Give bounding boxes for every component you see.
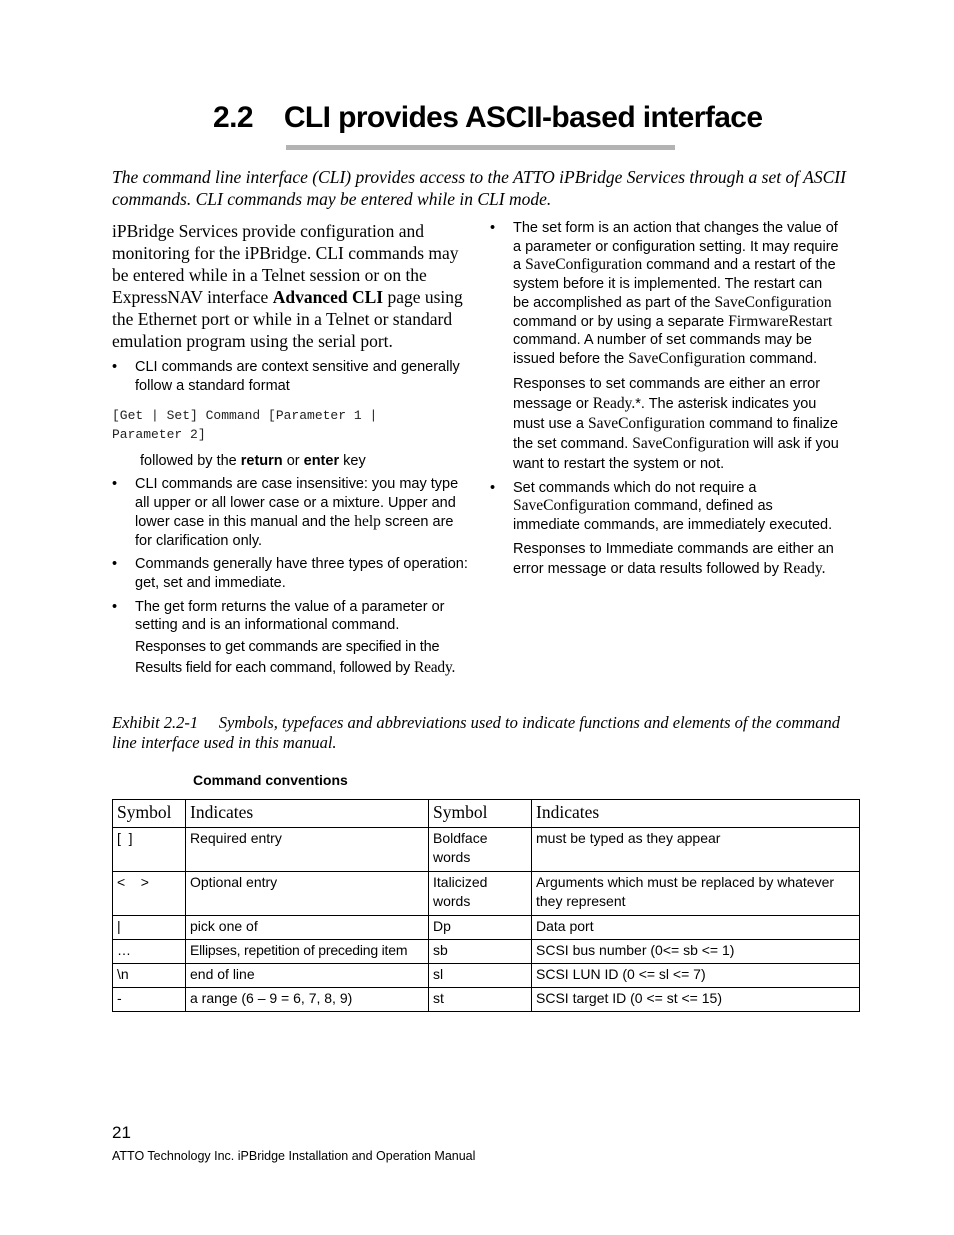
intro-paragraph: iPBridge Services provide configuration and monitoring for the iPBridge. CLI commands may be entered while in a Telnet session or on the ExpressNAV interface Advanced CLI page using the Ethernet port or while in a Telnet or standard emulation program using the serial port.	[112, 221, 463, 351]
table-title: Command conventions	[193, 772, 348, 788]
table-cell: sb	[429, 940, 532, 964]
table-cell: Boldface words	[429, 828, 532, 872]
table-cell: Optional entry	[186, 872, 429, 916]
table-cell: a range (6 – 9 = 6, 7, 8, 9)	[186, 988, 429, 1012]
table-row	[113, 964, 860, 988]
bullet-context-sensitive: • CLI commands are context sensitive and generally follow a standard format	[112, 359, 460, 394]
advanced-cli-term: Advanced CLI	[272, 287, 384, 307]
table-cell: must be typed as they appear	[532, 828, 860, 872]
table-cell: sl	[429, 964, 532, 988]
table-cell: Dp	[429, 916, 532, 940]
table-cell: [ ]	[113, 828, 186, 872]
table-cell: < >	[113, 872, 186, 916]
page-footer: ATTO Technology Inc. iPBridge Installation and Operation Manual	[112, 1149, 476, 1163]
command-format-code	[112, 406, 472, 444]
section-title: 2.2 CLI provides ASCII-based interface	[213, 101, 763, 134]
bullet-icon: •	[112, 359, 118, 375]
section-intro: The command line interface (CLI) provides access to the ATTO iPBridge Services through a set of ASCII commands. CLI commands may be entered while in CLI mode.	[112, 167, 846, 209]
table-cell: Ellipses, repetition of preceding item	[186, 940, 429, 964]
table-header-row	[113, 800, 860, 828]
table-row	[113, 916, 860, 940]
bullet-icon: •	[112, 598, 118, 615]
exhibit-caption: Exhibit 2.2-1 Symbols, typefaces and abbreviations used to indicate functions and elements of the command line interface used in this manual.	[112, 713, 845, 752]
page-number: 21	[112, 1123, 131, 1142]
header-symbol: Symbol	[429, 800, 532, 828]
title-underline	[286, 145, 675, 150]
bullet-case-insensitive: • CLI commands are case insensitive: you may type all upper or all lower case or a mixture. Upper and lower case in this manual and the help screen are for clarification only.	[112, 476, 459, 549]
table-cell: Arguments which must be replaced by whatever they represent	[532, 872, 860, 916]
bullet-icon: •	[112, 556, 118, 573]
right-column	[490, 219, 840, 580]
table-cell: …	[113, 940, 186, 964]
bullet-immediate-commands: • Set commands which do not require a SaveConfiguration command, defined as immediate commands, are immediately executed.	[490, 479, 833, 534]
table-cell: st	[429, 988, 532, 1012]
table-cell: |	[113, 916, 186, 940]
header-indicates: Indicates	[186, 800, 429, 828]
set-responses-note: Responses to set commands are either an error message or Ready.*. The asterisk indicates you must use a SaveConfiguration command to finalize the set command. SaveConfiguration will ask if you want to restart the system or not.	[513, 375, 839, 472]
bullet-icon: •	[112, 476, 118, 493]
table-row	[113, 940, 860, 964]
command-conventions-table	[112, 799, 860, 1012]
followed-by-note: followed by the return or enter key	[140, 453, 366, 470]
bullet-three-types: • Commands generally have three types of operation: get, set and immediate.	[112, 556, 468, 591]
table-cell: pick one of	[186, 916, 429, 940]
table-cell: Data port	[532, 916, 860, 940]
table-row	[113, 828, 860, 872]
left-column	[112, 220, 472, 678]
table-cell: SCSI bus number (0<= sb <= 1)	[532, 940, 860, 964]
table-row	[113, 988, 860, 1012]
header-indicates: Indicates	[532, 800, 860, 828]
bullet-icon: •	[490, 220, 496, 236]
table-cell: Required entry	[186, 828, 429, 872]
table-row	[113, 872, 860, 916]
get-responses-note: Responses to get commands are specified in the Results field for each command, followed by Ready.	[135, 639, 456, 676]
table-cell: SCSI LUN ID (0 <= sl <= 7)	[532, 964, 860, 988]
immediate-responses-note: Responses to Immediate commands are either an error message or data results followed by Ready.	[513, 540, 834, 578]
table-cell: -	[113, 988, 186, 1012]
bullet-icon: •	[490, 479, 496, 496]
table-cell: end of line	[186, 964, 429, 988]
table-cell: Italicized words	[429, 872, 532, 916]
code-line: Parameter 2]	[112, 427, 206, 443]
table-cell: \n	[113, 964, 186, 988]
code-line: [Get | Set] Command [Parameter 1 |	[112, 408, 378, 424]
bullet-get-form: • The get form returns the value of a parameter or setting and is an informational command.	[112, 598, 445, 634]
bullet-set-form: • The set form is an action that changes the value of a parameter or configuration setting. It may require a SaveConfiguration command and a restart of the system before it is implemented. The restart can be accomplished as part of the SaveConfiguration command or by using a separate FirmwareRestart command. A number of set commands may be issued before the SaveConfiguration command.	[490, 220, 839, 367]
table-cell: SCSI target ID (0 <= st <= 15)	[532, 988, 860, 1012]
header-symbol: Symbol	[113, 800, 186, 828]
